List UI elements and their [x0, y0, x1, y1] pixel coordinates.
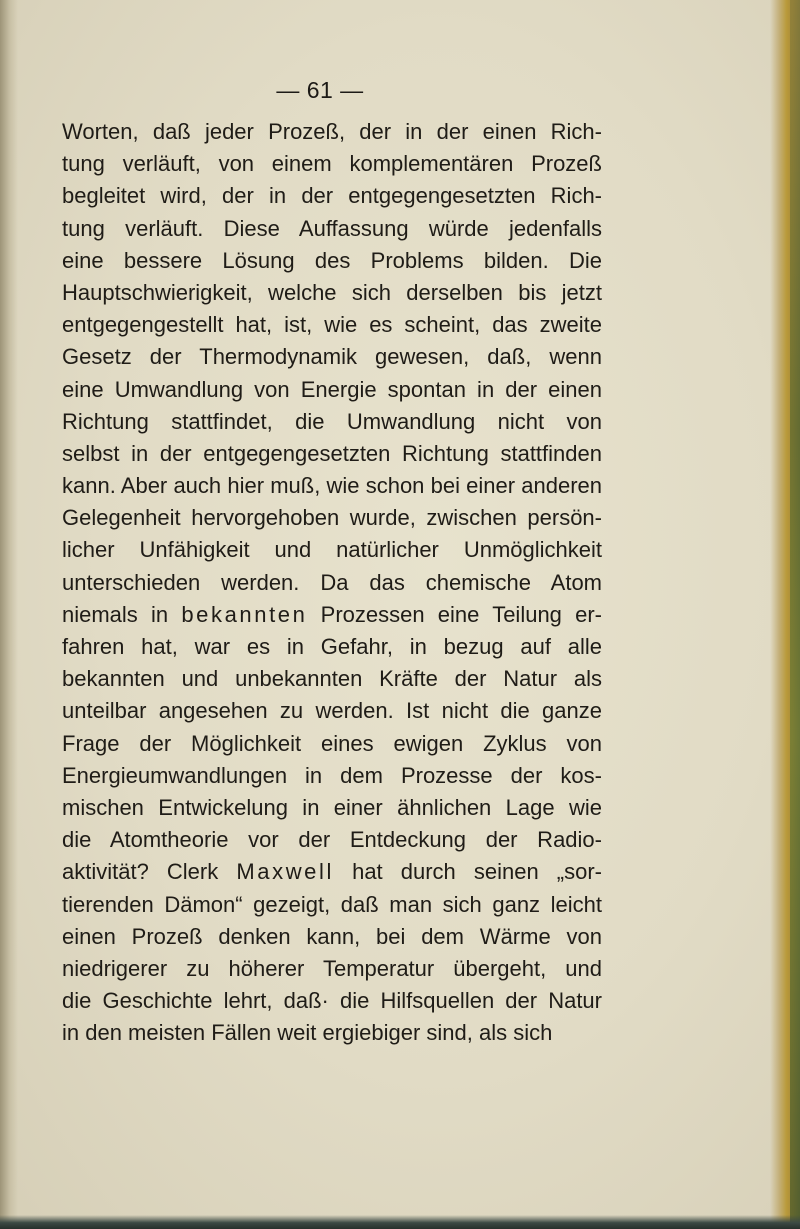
text-segment: licher Unfähigkeit und natürlicher Unmöglichkeit — [62, 537, 602, 563]
text-line — [62, 438, 602, 470]
text-line — [62, 631, 602, 663]
text-line — [62, 792, 602, 824]
text-line — [62, 599, 602, 631]
text-line — [62, 985, 602, 1017]
text-segment: die Atomtheorie vor der Entdeckung der Radio- — [62, 827, 602, 853]
text-line — [62, 567, 602, 599]
text-segment: tierenden Dämon“ gezeigt, daß man sich ganz leicht — [62, 891, 602, 917]
text-segment: Prozessen eine Teilung er- — [307, 601, 602, 627]
text-line — [62, 470, 602, 502]
text-segment: die Geschichte lehrt, daß· die Hilfsquellen der Natur — [62, 988, 602, 1014]
text-line — [62, 760, 602, 792]
text-line — [62, 889, 602, 921]
text-segment: Worten, daß jeder Prozeß, der in der einen Rich- — [62, 119, 602, 144]
text-line — [62, 245, 602, 277]
text-segment: tung verläuft, von einem komplementären Prozeß — [62, 151, 602, 177]
text-segment: tung verläuft. Diese Auffassung würde jedenfalls — [62, 215, 602, 241]
text-segment: bekannten und unbekannten Kräfte der Natur als — [62, 666, 602, 692]
text-segment: Richtung stattfindet, die Umwandlung nicht von — [62, 408, 602, 434]
text-segment: eine bessere Lösung des Problems bilden. Die — [62, 247, 602, 273]
text-segment: entgegengestellt hat, ist, wie es scheint, das zweite — [62, 312, 602, 338]
page-edge-right-dark — [790, 0, 800, 1229]
text-segment: aktivität? Clerk — [62, 859, 237, 885]
text-segment: Gesetz der Thermodynamik gewesen, daß, wenn — [62, 344, 602, 370]
page-edge-bottom — [0, 1215, 800, 1229]
text-line — [62, 341, 602, 373]
text-line — [62, 374, 602, 406]
text-line — [62, 148, 602, 180]
emphasized-word: bekannten — [181, 601, 308, 627]
text-line — [62, 309, 602, 341]
text-line — [62, 534, 602, 566]
text-segment: Hauptschwierigkeit, welche sich derselben bis jetzt — [62, 279, 602, 305]
text-line — [62, 953, 602, 985]
text-segment: in den meisten Fällen weit ergiebiger sind, als sich — [62, 1020, 553, 1046]
text-segment: kann. Aber auch hier muß, wie schon bei einer anderen — [62, 473, 602, 499]
text-line — [62, 180, 602, 212]
text-segment: hat durch seinen „sor- — [334, 859, 602, 885]
text-segment: Gelegenheit hervorgehoben wurde, zwischen persön- — [62, 505, 602, 531]
text-line — [62, 502, 602, 534]
text-segment: eine Umwandlung von Energie spontan in der einen — [62, 376, 602, 402]
text-line — [62, 663, 602, 695]
text-line — [62, 695, 602, 727]
text-segment: begleitet wird, der in der entgegengesetzten Rich- — [62, 183, 602, 209]
text-segment: fahren hat, war es in Gefahr, in bezug auf alle — [62, 634, 602, 659]
emphasized-word: Maxwell — [236, 859, 334, 885]
text-line — [62, 824, 602, 856]
page-number: — 61 — — [276, 77, 364, 103]
text-segment: unteilbar angesehen zu werden. Ist nicht die ganze — [62, 698, 602, 724]
text-line — [62, 116, 602, 148]
page-gutter-shadow — [0, 0, 18, 1229]
text-segment: Energieumwandlungen in dem Prozesse der kos- — [62, 762, 602, 788]
body-text — [62, 116, 602, 1049]
text-line — [62, 856, 602, 888]
text-line — [62, 1017, 602, 1049]
text-line — [62, 728, 602, 760]
text-segment: niemals in — [62, 601, 182, 627]
text-segment: Frage der Möglichkeit eines ewigen Zyklus von — [62, 730, 602, 756]
text-line — [62, 921, 602, 953]
text-line — [62, 406, 602, 438]
text-segment: einen Prozeß denken kann, bei dem Wärme von — [62, 923, 602, 949]
text-line — [62, 277, 602, 309]
text-line — [62, 213, 602, 245]
text-segment: niedrigerer zu höherer Temperatur übergeht, und — [62, 955, 602, 981]
text-segment: selbst in der entgegengesetzten Richtung stattfinden — [62, 440, 602, 466]
text-segment: mischen Entwickelung in einer ähnlichen Lage wie — [62, 794, 602, 820]
text-segment: unterschieden werden. Da das chemische Atom — [62, 569, 602, 595]
